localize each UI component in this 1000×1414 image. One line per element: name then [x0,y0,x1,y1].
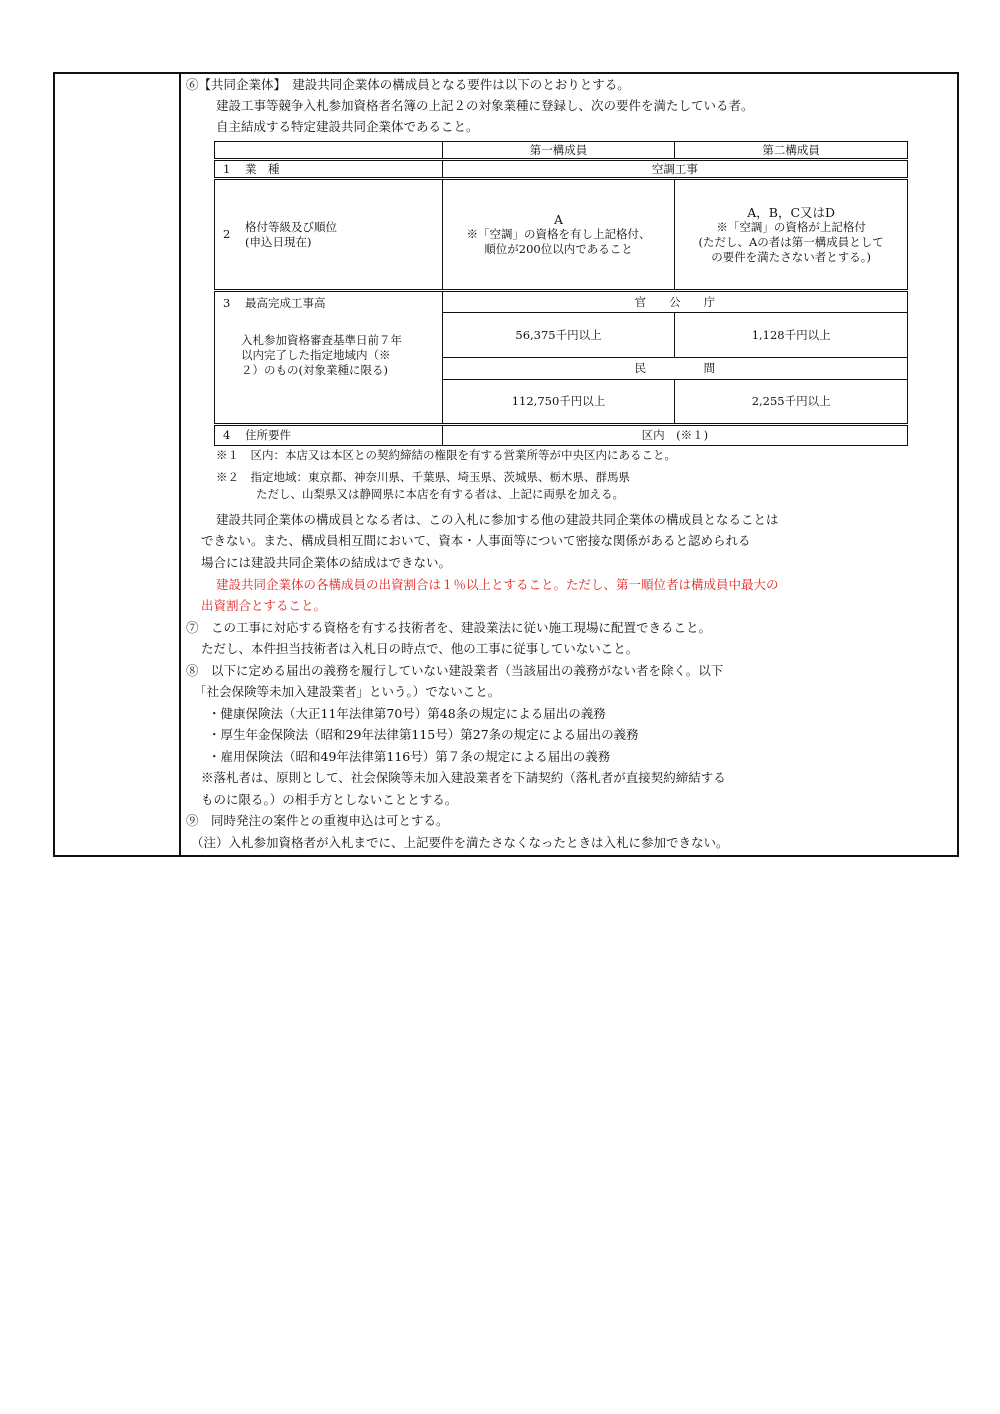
requirements-frame [53,72,959,857]
address-requirement-value: 区内 (※１) [442,424,907,445]
section-7b: ただし、本件担当技術者は入札日の時点で、他の工事に従事していないこと。 [201,641,639,656]
section-8-item-1: ・健康保険法（大正11年法律第70号）第48条の規定による届出の義務 [208,706,606,721]
section-8-note-2: ものに限る。）の相手方としないこととする。 [201,792,458,807]
jv-para-1a: 建設共同企業体の構成員となる者は、この入札に参加する他の建設共同企業体の構成員となることは [216,512,779,527]
grade-second-member: A，B，C又はD ※「空調」の資格が上記格付 (ただし、Aの者は第一構成員として の要件を満たさない者とする。) [675,179,908,290]
row-label-business-type: 1 業 種 [215,160,443,179]
row-label-grade: 2 格付等級及び順位 (申込日現在) [215,179,443,290]
section-8-note-1: ※落札者は、原則として、社会保険等未加入建設業者を下請契約（落札者が直接契約締結する [201,770,726,785]
jv-para-2b: 出資割合とすること。 [201,598,327,613]
public-first-member: 56,375千円以上 [442,313,675,358]
column-header-first-member: 第一構成員 [442,142,675,160]
jv-para-1b: できない。また、構成員相互間において、資本・人事面等について密接な関係があると認められる [201,533,751,548]
jv-para-1c: 場合には建設共同企業体の結成はできない。 [201,555,452,570]
section-8a: ⑧ 以下に定める届出の義務を履行していない建設業者（当該届出の義務がない者を除く。以下 [186,663,724,678]
public-second-member: 1,128千円以上 [675,313,908,358]
grade-first-member: A ※「空調」の資格を有し上記格付、 順位が200位以内であること [442,179,675,290]
jv-para-2a: 建設共同企業体の各構成員の出資割合は１％以上とすること。ただし、第一順位者は構成員中最大の [216,577,779,592]
public-sector-header: 官 公 庁 [442,290,907,312]
business-type-value: 空調工事 [442,160,907,179]
private-sector-header: 民 間 [442,357,907,379]
section-9: ⑨ 同時発注の案件との重複申込は可とする。 [186,813,449,828]
note-1: ※１ 区内：本店又は本区との契約締結の権限を有する営業所等が中央区内にあること。 [216,448,676,462]
jv-line1: 建設工事等競争入札参加資格者名簿の上記２の対象業種に登録し、次の要件を満たしている者。 [216,98,754,113]
row-label-address: 4 住所要件 [215,424,443,445]
private-second-member: 2,255千円以上 [675,380,908,425]
section-8-item-2: ・厚生年金保険法（昭和29年法律第115号）第27条の規定による届出の義務 [208,727,639,742]
jv-heading: ⑥【共同企業体】 建設共同企業体の構成員となる要件は以下のとおりとする。 [186,77,630,92]
private-first-member: 112,750千円以上 [442,380,675,425]
note-2b: ただし、山梨県又は静岡県に本店を有する者は、上記に両県を加える。 [256,487,624,501]
section-8-item-3: ・雇用保険法（昭和49年法律第116号）第７条の規定による届出の義務 [208,749,611,764]
jv-line2: 自主結成する特定建設共同企業体であること。 [216,119,479,134]
closing-note: （注）入札参加資格者が入札までに、上記要件を満たさなくなったときは入札に参加できない。 [191,835,729,850]
row-label-max-completed: 3 最高完成工事高 入札参加資格審査基準日前７年 以内完了した指定地域内（※ ２）のもの(対象業種に限る) [215,290,443,424]
left-column [55,74,181,855]
section-7a: ⑦ この工事に対応する資格を有する技術者を、建設業法に従い施工現場に配置できること。 [186,620,712,635]
note-2a: ※２ 指定地域：東京都、神奈川県、千葉県、埼玉県、茨城県、栃木県、群馬県 [216,470,630,484]
content-area [183,74,957,855]
column-header-second-member: 第二構成員 [675,142,908,160]
section-8b: 「社会保険等未加入建設業者」という。）でないこと。 [194,684,501,699]
jv-requirements-table [214,141,908,446]
